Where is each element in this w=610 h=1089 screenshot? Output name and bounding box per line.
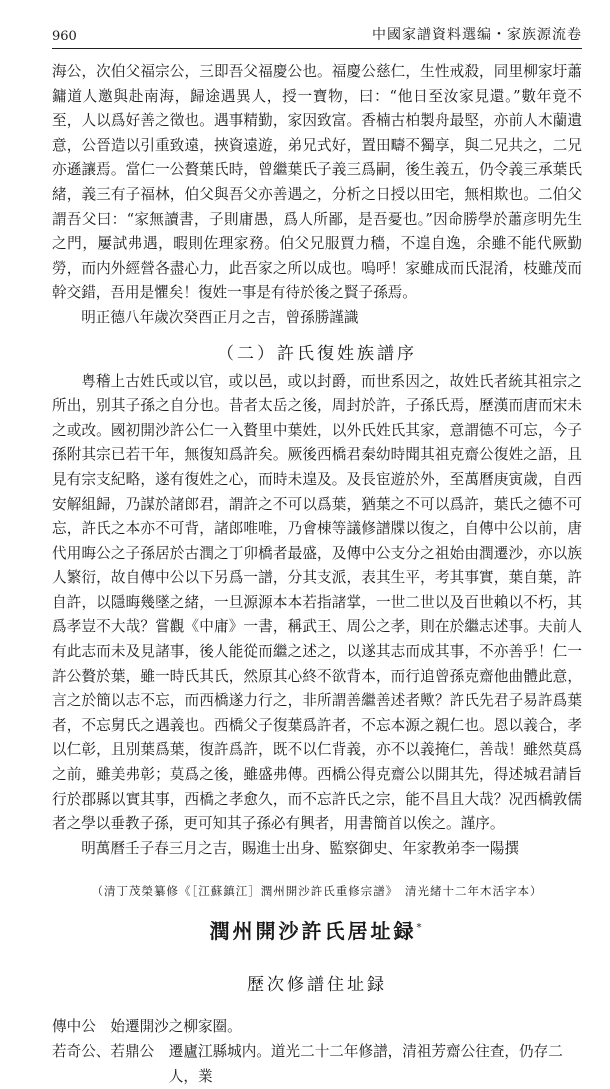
entry-person: 傳中公 <box>52 1018 96 1036</box>
section3-title-text: 潤州開沙許氏居址録 <box>209 919 417 944</box>
section2-title: （二）許氏復姓族譜序 <box>217 343 417 364</box>
address-list <box>52 1015 582 1089</box>
running-title: 中國家譜資料選编・家族源流卷 <box>372 27 582 43</box>
entry-address: 始遷開沙之柳家圈。 <box>110 1018 242 1036</box>
section2-paragraph: 粤稽上古姓氏或以官，或以邑，或以封爵，而世系因之，故姓氏者統其祖宗之所出，别其子孫之自分也。昔者太岳之後，周封於許，子孫氏焉，歷漢而唐而宋未之或改。國初開沙許公仁一入贅里中葉姓，以外氏姓氏其家，意謂德不可忘，今子孫附其宗已若干年，無復知爲許矣。厥後西橋君秦幼時聞其祖克齋公復姓之語，且見有宗支紀略，遂有復姓之心，而時未遑及。及長宦遊於外，至萬曆庚寅歲，自西安解組歸，乃謀於諸郎君，謂許之不可以爲葉，猶葉之不可以爲許，葉氏之德不可忘，許氏之本亦不可背，諸郎唯唯，乃會棟等議修譜牒以復之，自傳中公以前，唐代用晦公之子孫居於古潤之丁卯橋者最盛，及傳中公支分之祖始由潤遷沙，亦以族人繁衍，故自傳中公以下另爲一譜，分其支派，表其生平，考其事實，葉自葉，許自許，以隱晦幾墜之緒，一旦源源本本若指諸掌，一世二世以及百世賴以不朽，其爲孝豈不大哉？嘗觀《中庸》一書，稱武王、周公之孝，則在於繼志述事。夫前人有此志而未及見諸事，後人能從而繼之述之，以遂其志而成其事，不亦善乎！仁一許公贅於葉，雖一時氏其氏，然原其心終不欲背本，而行追曾孫克齋他曲體此意，言之於簡以志不忘，而西橋遂力行之，非所謂善繼善述者歟？許氏先君子易許爲葉者，不忘舅氏之遇義也。西橋父子復葉爲許者，不忘本源之親仁也。恩以義合，孝以仁彰，且別葉爲葉，復許爲許，既不以仁背義，亦不以義掩仁，善哉！雖然莫爲之前，雖美弗彰；莫爲之後，雖盛弗傳。西橋公得克齋公以開其先，得述城君請旨行於郡縣以實其事，西橋之孝愈久，而不忘許氏之宗，能不昌且大哉？况西橋敦儒者之學以垂教子孫，更可知其子孫必有興者，用書簡首以俟之。謹序。 <box>52 372 582 833</box>
page-body <box>52 60 582 1089</box>
section1-paragraph: 海公，次伯父福宗公，三即吾父福慶公也。福慶公慈仁，生性戒殺，同里柳家圩蕭鏞道人邀與赴南海，歸途遇異人，授一寶物，曰：“他日至汝家見還。”數年竟不至，人以爲好善之徵也。遇事精勤，家因致富。香楠古柏製舟最堅，亦前人木蘭遺意，公晉造以引重致遠，挾資遠遊，弟兄式好，置田疇不獨享，與二兄共之，二兄亦遜讓焉。當仁一公贅葉氏時，曾繼葉氏子義三爲嗣，後生義五，仍令義三承葉氏緒，義三有子福林，伯父與吾父亦善遇之，分析之日授以田宅，無相欺也。二伯父謂吾父曰：“家無讀書，子則庸愚，爲人所鄙，是吾憂也。”因命勝學於蕭彦明先生之門，屢試弗遇，暇則佐理家務。伯父兄服賈力穡，不遑自逸，余雖不能代厥勤勞，而内外經營各盡心力，此吾家之所以成也。嗚呼！家雖成而氏混淆，枝雖茂而幹交錯，吾用是懼矣！復姓一事是有待於後之賢子孫焉。 <box>52 63 582 302</box>
list-item <box>52 1040 582 1089</box>
section3-subtitle: 歷次修譜住址録 <box>247 975 387 996</box>
footnote-mark: * <box>416 922 425 934</box>
section2-signature: 明萬曆壬子春三月之吉，賜進士出身、監察御史、年家教弟李一陽撰 <box>81 839 520 857</box>
page-header <box>52 22 582 49</box>
entry-address: 遷廬江縣城内。道光二十二年修譜，清祖芳齋公往查，仍存二人，業 <box>168 1043 563 1085</box>
section1-signature: 明正德八年歲次癸酉正月之吉，曾孫勝謹識 <box>81 308 359 326</box>
entry-person: 若奇公、若鼎公 <box>52 1043 155 1060</box>
section3-title <box>52 915 582 944</box>
source-note: （清丁茂榮纂修《［江蘇鎮江］潤州開沙許氏重修宗譜》 清光緒十二年木活字本） <box>91 884 543 899</box>
page-number: 960 <box>52 29 77 44</box>
list-item <box>52 1015 582 1040</box>
